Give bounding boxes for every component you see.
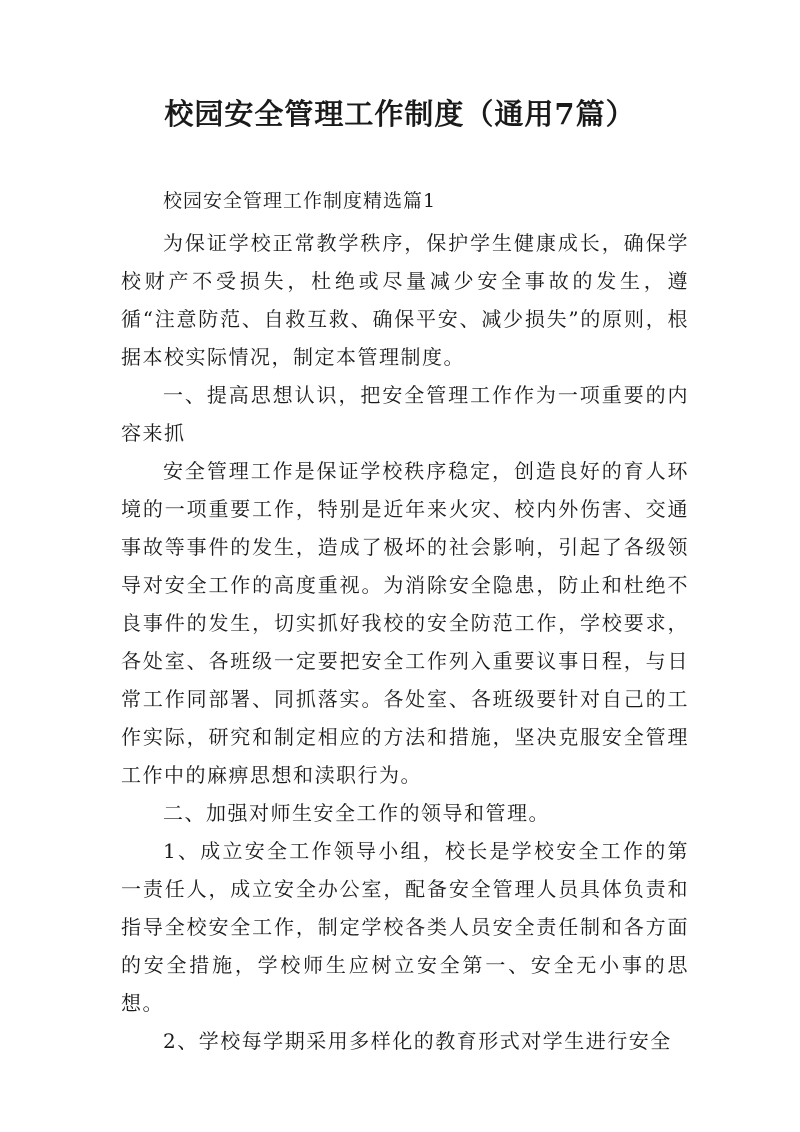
section-heading: 校园安全管理工作制度精选篇1 [163,190,437,212]
document-title: 校园安全管理工作制度（通用7篇） [164,97,636,131]
paragraph-body-1: 安全管理工作是保证学校秩序稳定，创造良好的育人环境的一项重要工作，特别是近年来火灾、校内外伤害、交通事故等事件的发生，造成了极坏的社会影响，引起了各级领导对安全工作的高度重视。为消除安全隐患，防止和杜绝不良事件的发生，切实抓好我校的安全防范工作，学校要求，各处室、各班级一定要把安全工作列入重要议事日程，与日常工作同部署、同抓落实。各处室、各班级要针对自己的工作实际，研究和制定相应的方法和措施，坚决克服安全管理工作中的麻痹思想和渎职行为。 [121,459,689,787]
paragraph-item-2: 2、学校每学期采用多样化的教育形式对学生进行安全 [163,1029,672,1053]
paragraph-heading-2: 二、加强对师生安全工作的领导和管理。 [163,801,550,825]
document-body [121,186,689,1060]
paragraph-item-1: 1、成立安全工作领导小组，校长是学校安全工作的第一责任人，成立安全办公室，配备安全管理人员具体负责和指导全校安全工作，制定学校各类人员安全责任制和各方面的安全措施，学校师生应树立安全第一、安全无小事的思想。 [121,839,689,1015]
paragraph-heading-1: 一、提高思想认识，把安全管理工作作为一项重要的内容来抓 [121,383,689,445]
paragraph-intro: 为保证学校正常教学秩序，保护学生健康成长，确保学校财产不受损失，杜绝或尽量减少安全事故的发生，遵循“注意防范、自救互救、确保平安、减少损失”的原则，根据本校实际情况，制定本管理制度。 [121,231,689,369]
